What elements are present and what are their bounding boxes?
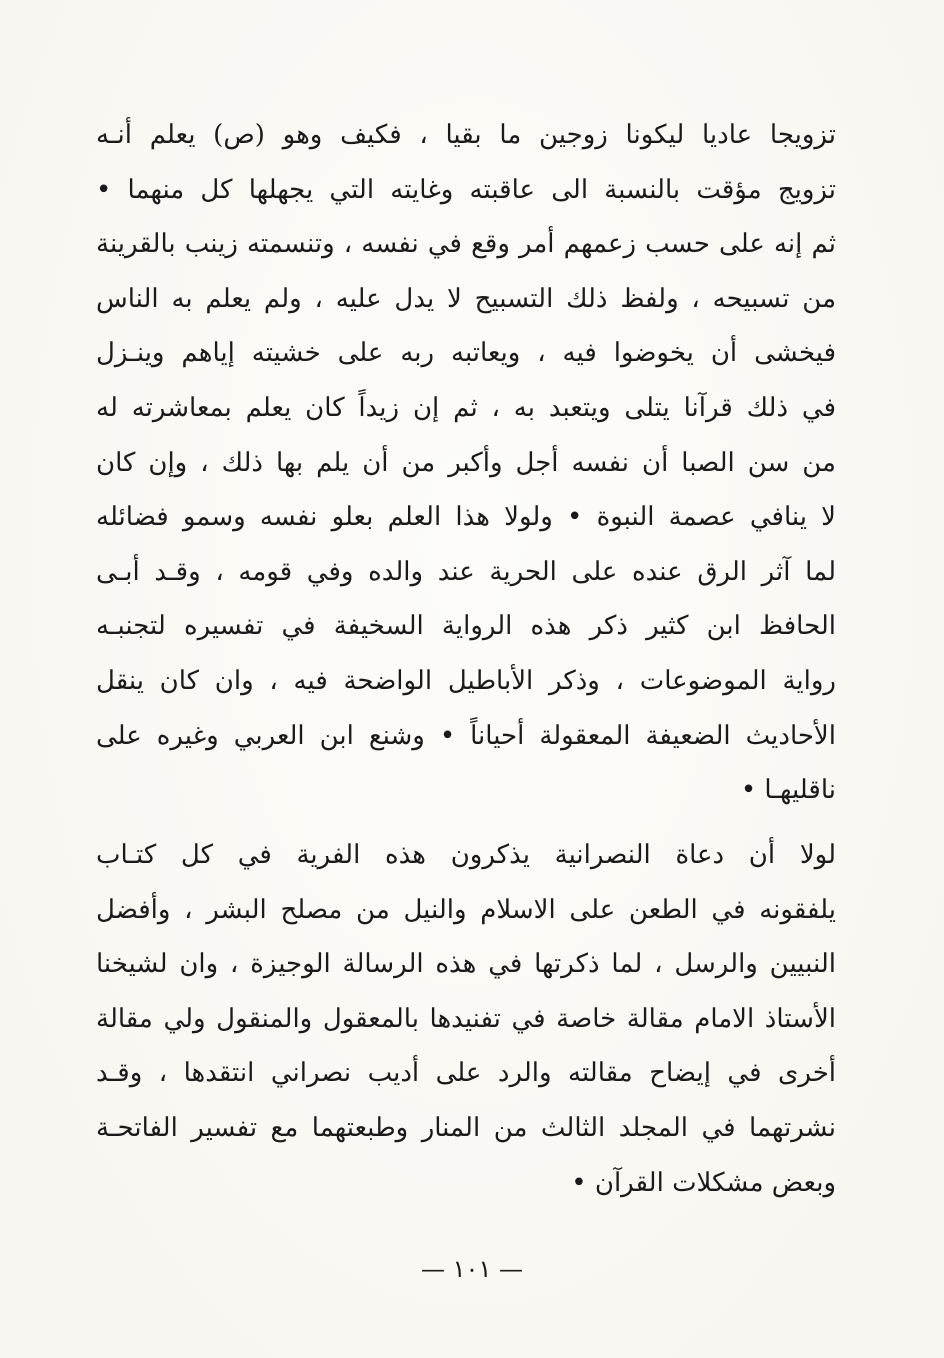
text-line: في ذلك قرآنا يتلى ويتعبد به ، ثم إن زيداً كان يعلم بمعاشرته له: [96, 392, 836, 423]
text-line: الحافظ ابن كثير ذكر هذه الرواية السخيفة في تفسيره لتجنبـه: [96, 611, 836, 642]
paragraph-2: [96, 828, 836, 1210]
text-line: لولا أن دعاة النصرانية يذكرون هذه الفرية في كل كتـاب: [96, 840, 836, 870]
text-line: لا ينافي عصمة النبوة • ولولا هذا العلم بعلو نفسه وسمو فضائله: [96, 502, 836, 533]
text-line: رواية الموضوعات ، وذكر الأباطيل الواضحة فيه ، وان كان ينقل: [96, 665, 836, 696]
text-line: من سن الصبا أن نفسه أجل وأكبر من أن يلم بها ذلك ، وإن كان: [96, 447, 836, 478]
text-line: أخرى في إيضاح مقالته والرد على أديب نصراني انتقدها ، وقـد: [96, 1058, 836, 1089]
text-line: الأستاذ الامام مقالة خاصة في تفنيدها بالمعقول والمنقول ولي مقالة: [96, 1003, 836, 1034]
text-line: تزويج مؤقت بالنسبة الى عاقبته وغايته التي يجهلها كل منهما •: [96, 174, 836, 205]
text-line: يلفقونه في الطعن على الاسلام والنيل من مصلح البشر ، وأفضل: [96, 894, 836, 925]
paragraph-1: [96, 108, 836, 818]
text-line: الأحاديث الضعيفة المعقولة أحياناً • وشنع ابن العربي وغيره على: [96, 720, 836, 751]
text-line: فيخشى أن يخوضوا فيه ، ويعاتبه ربه على خشيته إياهم وينـزل: [96, 338, 836, 369]
text-line: تزويجا عاديا ليكونا زوجين ما بقيا ، فكيف وهو (ص) يعلم أنـه: [96, 120, 836, 150]
text-line: لما آثر الرق عنده على الحرية عند والده وفي قومه ، وقـد أبـى: [96, 556, 836, 587]
text-line: وبعض مشكلات القرآن •: [571, 1167, 836, 1198]
text-line: ثم إنه على حسب زعمهم أمر وقع في نفسه ، وتنسمته زينب بالقرينة: [96, 229, 836, 260]
text-line: النبيين والرسل ، لما ذكرتها في هذه الرسالة الوجيزة ، وان لشيخنا: [96, 949, 836, 980]
text-line: نشرتهما في المجلد الثالث من المنار وطبعتهما مع تفسير الفاتحـة: [96, 1112, 836, 1143]
text-line: من تسبيحه ، ولفظ ذلك التسبيح لا يدل عليه ، ولم يعلم به الناس: [96, 283, 836, 314]
page-number: — ١٠١ —: [421, 1255, 523, 1283]
text-line: ناقليهـا •: [740, 775, 836, 806]
